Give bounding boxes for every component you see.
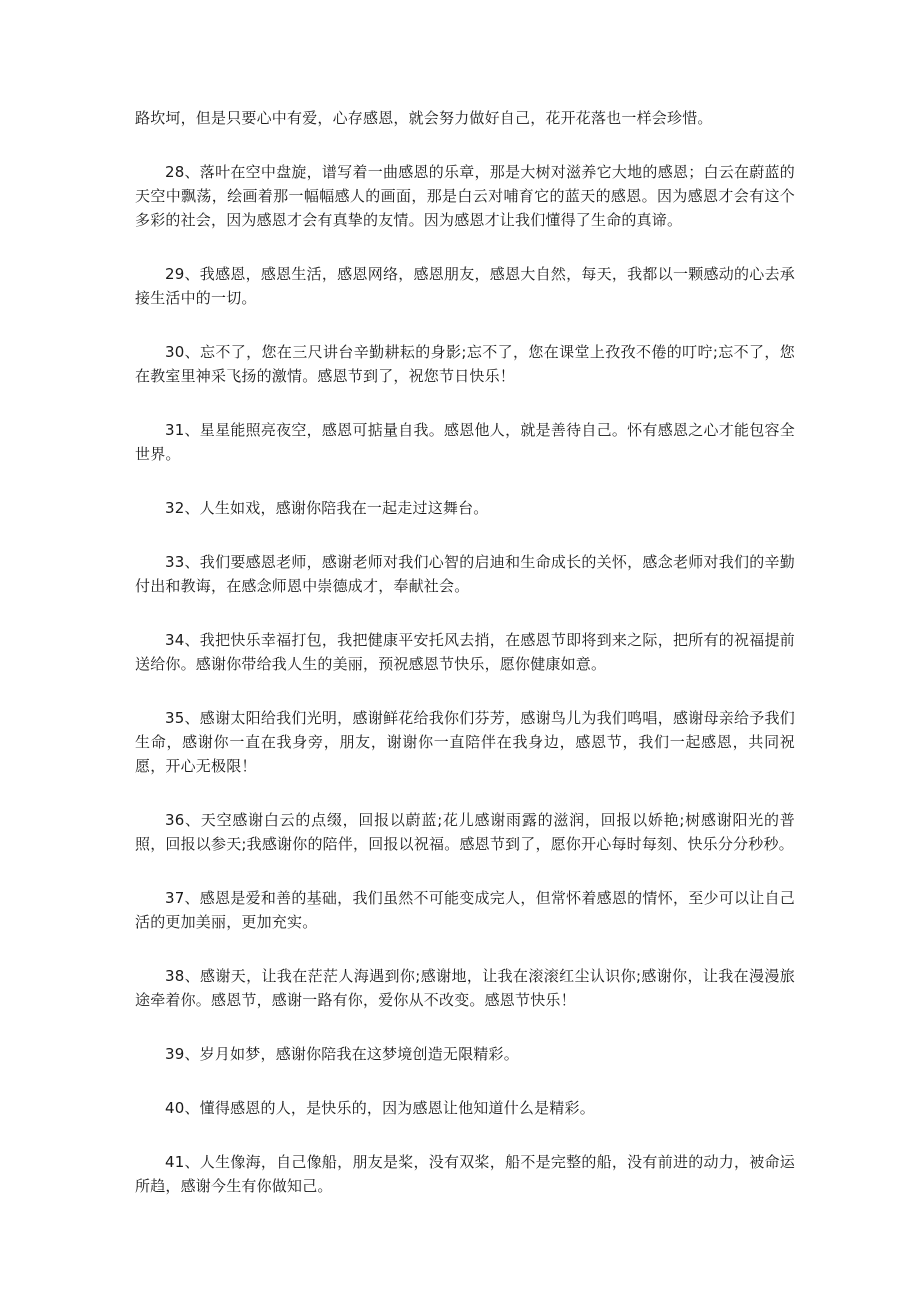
paragraph-40: 40、懂得感恩的人，是快乐的，因为感恩让他知道什么是精彩。 (165, 1099, 595, 1117)
paragraph-31: 31、星星能照亮夜空，感恩可掂量自我。感恩他人，就是善待自己。怀有感恩之心才能包容全世界。 (135, 421, 795, 463)
paragraph-35: 35、感谢太阳给我们光明，感谢鲜花给我你们芬芳，感谢鸟儿为我们鸣唱，感谢母亲给予我们生命，感谢你一直在我身旁，朋友，谢谢你一直陪伴在我身边，感恩节，我们一起感恩，共同祝愿，开心无极限！ (135, 709, 795, 775)
paragraph-41: 41、人生像海，自己像船，朋友是桨，没有双桨，船不是完整的船，没有前进的动力，被命运所趋，感谢今生有你做知己。 (135, 1153, 795, 1195)
paragraph-39: 39、岁月如梦，感谢你陪我在这梦境创造无限精彩。 (165, 1045, 519, 1063)
paragraph-37: 37、感恩是爱和善的基础，我们虽然不可能变成完人，但常怀着感恩的情怀，至少可以让自己活的更加美丽，更加充实。 (135, 889, 795, 931)
paragraph-38: 38、感谢天，让我在茫茫人海遇到你;感谢地，让我在滚滚红尘认识你;感谢你，让我在漫漫旅途牵着你。感恩节，感谢一路有你，爱你从不改变。感恩节快乐！ (135, 967, 795, 1009)
paragraph-continuation: 路坎坷，但是只要心中有爱，心存感恩，就会努力做好自己，花开花落也一样会珍惜。 (135, 109, 713, 127)
paragraph-33: 33、我们要感恩老师，感谢老师对我们心智的启迪和生命成长的关怀，感念老师对我们的辛勤付出和教诲，在感念师恩中崇德成才，奉献社会。 (135, 553, 795, 595)
paragraph-30: 30、忘不了，您在三尺讲台辛勤耕耘的身影;忘不了，您在课堂上孜孜不倦的叮咛;忘不了，您在教室里神采飞扬的激情。感恩节到了，祝您节日快乐！ (135, 343, 795, 385)
paragraph-36: 36、天空感谢白云的点缀，回报以蔚蓝;花儿感谢雨露的滋润，回报以娇艳;树感谢阳光的普照，回报以参天;我感谢你的陪伴，回报以祝福。感恩节到了，愿你开心每时每刻、快乐分分秒秒。 (135, 811, 795, 853)
paragraph-28: 28、落叶在空中盘旋，谱写着一曲感恩的乐章，那是大树对滋养它大地的感恩；白云在蔚蓝的天空中飘荡，绘画着那一幅幅感人的画面，那是白云对哺育它的蓝天的感恩。因为感恩才会有这个多彩的社会，因为感恩才会有真挚的友情。因为感恩才让我们懂得了生命的真谛。 (135, 163, 795, 229)
paragraph-34: 34、我把快乐幸福打包，我把健康平安托风去捎，在感恩节即将到来之际，把所有的祝福提前送给你。感谢你带给我人生的美丽，预祝感恩节快乐，愿你健康如意。 (135, 631, 795, 673)
paragraph-29: 29、我感恩，感恩生活，感恩网络，感恩朋友，感恩大自然，每天，我都以一颗感动的心去承接生活中的一切。 (135, 265, 795, 307)
paragraph-32: 32、人生如戏，感谢你陪我在一起走过这舞台。 (165, 499, 489, 517)
document-body (135, 106, 795, 1228)
